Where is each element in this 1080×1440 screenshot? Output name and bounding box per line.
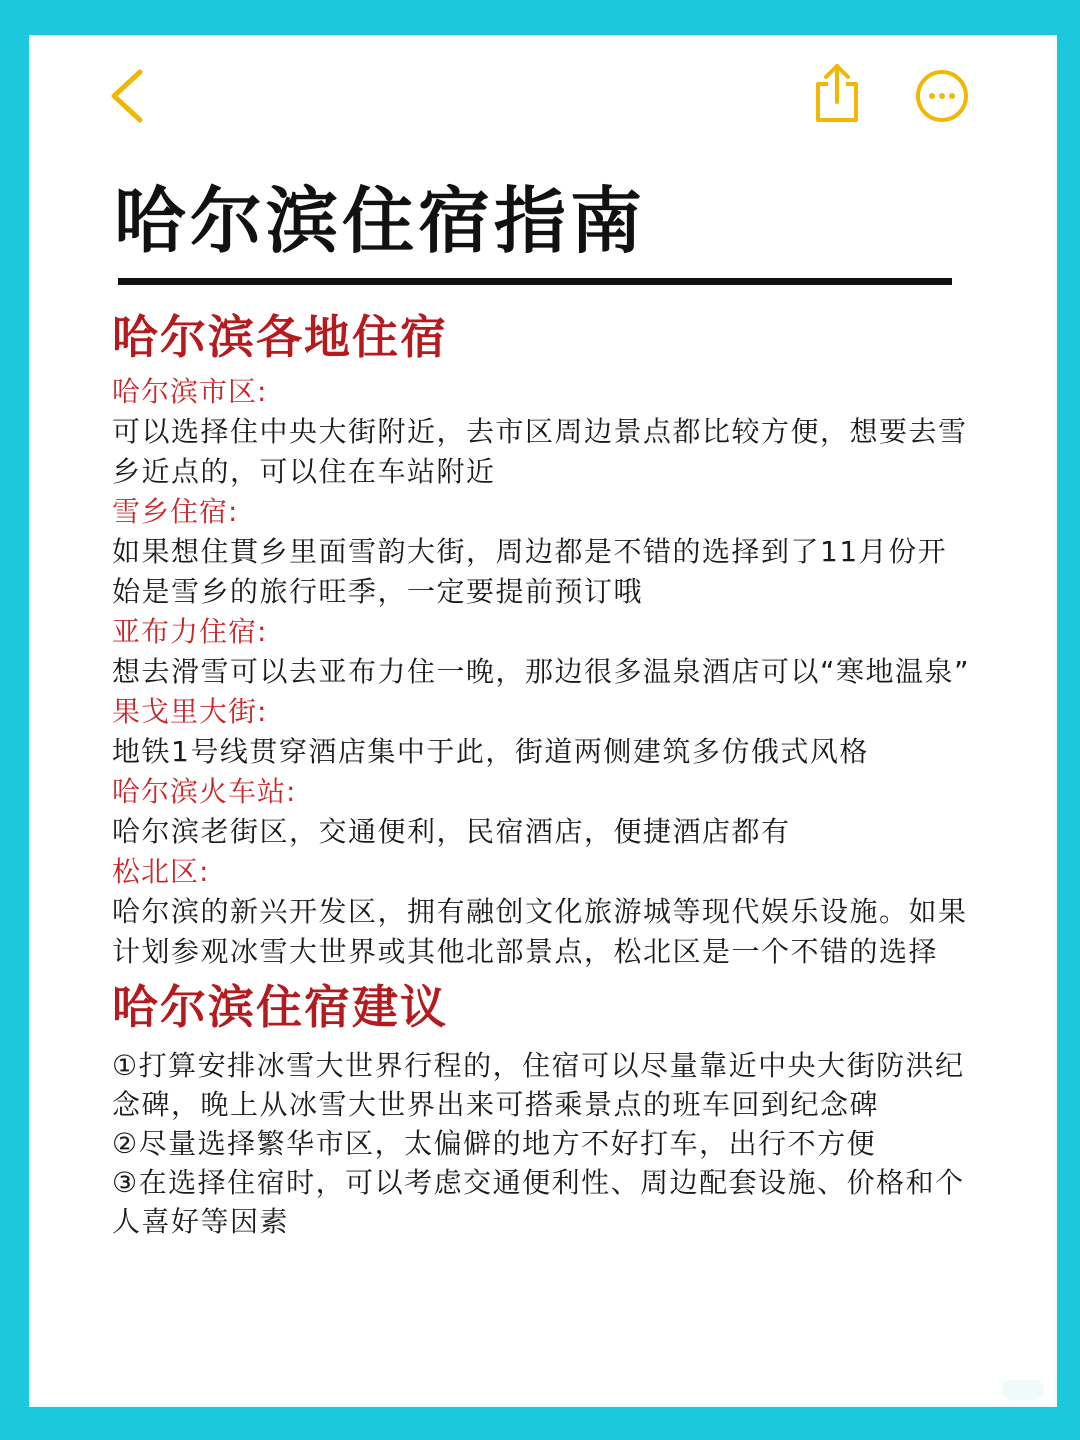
area-item — [112, 852, 972, 972]
area-item — [112, 492, 972, 612]
area-description: 哈尔滨的新兴开发区，拥有融创文化旅游城等现代娱乐设施。如果计划参观冰雪大世界或其他北部景点，松北区是一个不错的选择 — [112, 895, 968, 968]
ellipsis-circle-icon — [914, 68, 970, 124]
area-item — [112, 692, 972, 772]
share-icon — [812, 62, 862, 124]
area-description: 地铁1号线贯穿酒店集中于此，街道两侧建筑多仿俄式风格 — [112, 735, 869, 768]
title-divider — [118, 278, 952, 285]
note-card — [32, 38, 1054, 1404]
watermark — [1002, 1380, 1044, 1400]
area-item — [112, 612, 972, 692]
tip-item: ②尽量选择繁华市区，太偏僻的地方不好打车，出行不方便 — [112, 1127, 877, 1160]
area-description: 哈尔滨老街区，交通便利，民宿酒店，便捷酒店都有 — [112, 815, 791, 848]
area-label: 果戈里大街: — [112, 695, 268, 728]
area-label: 哈尔滨火车站: — [112, 775, 297, 808]
area-label: 雪乡住宿: — [112, 495, 239, 528]
tip-item: ①打算安排冰雪大世界行程的，住宿可以尽量靠近中央大街防洪纪念碑，晚上从冰雪大世界出来可搭乘景点的班车回到纪念碑 — [112, 1049, 965, 1121]
area-description: 如果想住貫乡里面雪韵大街，周边都是不错的选择到了11月份开始是雪乡的旅行旺季，一定要提前预订哦 — [112, 535, 948, 608]
tip-item: ③在选择住宿时，可以考虑交通便利性、周边配套设施、价格和个人喜好等因素 — [112, 1166, 965, 1238]
top-toolbar — [32, 38, 1054, 158]
note-content — [112, 302, 972, 1241]
share-button[interactable] — [812, 62, 862, 124]
area-description: 想去滑雪可以去亚布力住一晚，那边很多温泉酒店可以“寒地温泉” — [112, 655, 971, 688]
area-description: 可以选择住中央大街附近，去市区周边景点都比较方便，想要去雪乡近点的，可以住在车站附近 — [112, 415, 968, 488]
area-item — [112, 372, 972, 492]
more-button[interactable] — [914, 68, 970, 124]
chevron-left-icon — [104, 66, 154, 126]
back-button[interactable] — [104, 66, 154, 126]
tips-list — [112, 1046, 972, 1241]
page-title: 哈尔滨住宿指南 — [114, 179, 647, 263]
area-label: 松北区: — [112, 855, 210, 888]
area-item — [112, 772, 972, 852]
area-label: 亚布力住宿: — [112, 615, 268, 648]
section-heading-areas: 哈尔滨各地住宿 — [112, 310, 448, 364]
section-heading-tips: 哈尔滨住宿建议 — [112, 980, 448, 1034]
area-label: 哈尔滨市区: — [112, 375, 268, 408]
